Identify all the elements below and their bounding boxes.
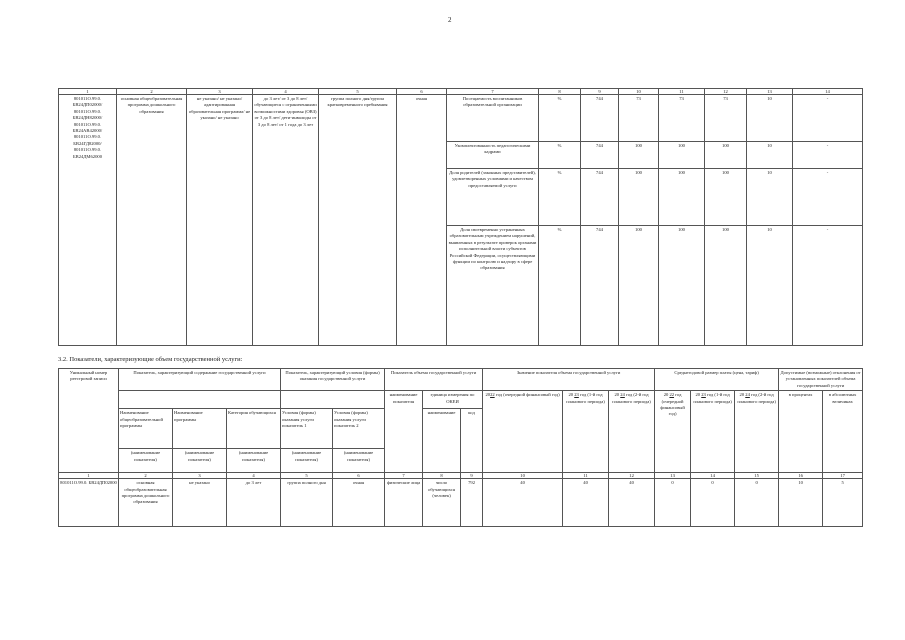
deviation-pct-cell: 10 [747, 95, 793, 142]
value-cell: 100 [619, 142, 659, 169]
header-fee-year-1: 20 22 год (очередной финансовый год) [655, 391, 691, 473]
table-cell: 801011О.99.0. БВ24ДП02000 [59, 479, 119, 527]
column-number: 10 [619, 89, 659, 95]
category-cell: не указано/ не указано/ адаптированная образовательная программа/ не указано/ не указано [187, 95, 253, 346]
value-cell: 100 [705, 142, 747, 169]
table-cell: 40 [609, 479, 655, 527]
registry-code: БВ24АВ42000/ [72, 128, 103, 134]
value-cell: 100 [705, 169, 747, 226]
table-cell: число обучающихся (человек) [423, 479, 461, 527]
column-number: 9 [461, 473, 483, 479]
value-cell: 100 [659, 226, 705, 346]
registry-code: 801011О.99.0. [73, 121, 102, 127]
header-code: код [461, 409, 483, 473]
okei-cell: 744 [581, 95, 619, 142]
value-cell: 100 [619, 169, 659, 226]
deviation-pct-cell: 10 [747, 142, 793, 169]
column-number: 3 [187, 89, 253, 95]
registry-code: 801011О.99.0. [73, 147, 102, 153]
table-cell: 0 [655, 479, 691, 527]
deviation-abs-cell: - [793, 142, 863, 169]
registry-codes-cell [59, 95, 117, 346]
value-cell: 73 [619, 95, 659, 142]
header-volume: Показатель объема государственной услуги [385, 369, 483, 391]
ind-name-2: (наименование показателя) [173, 449, 227, 473]
program-cell: основная общеобразовательная программа дошкольного образования [117, 95, 187, 346]
deviation-abs-cell: - [793, 169, 863, 226]
column-number: 10 [483, 473, 563, 479]
table-cell: 10 [779, 479, 823, 527]
column-number: 6 [397, 89, 447, 95]
quality-indicators-table [58, 88, 863, 346]
table-cell: не указано [173, 479, 227, 527]
table-cell: 0 [691, 479, 735, 527]
unit-cell: % [539, 142, 581, 169]
header-year-1: 2022 год (очередной финансовый год) [483, 391, 563, 473]
registry-code: БВ24ДП02000/ [72, 102, 103, 108]
value-cell: 73 [659, 95, 705, 142]
column-number: 7 [385, 473, 423, 479]
column-number: 15 [735, 473, 779, 479]
column-number: 11 [563, 473, 609, 479]
value-cell: 100 [659, 169, 705, 226]
header-pct: в процентах [779, 391, 823, 473]
deviation-abs-cell: - [793, 226, 863, 346]
column-number: 13 [747, 89, 793, 95]
column-number: 6 [333, 473, 385, 479]
registry-code: БВ24ГД82000/ [73, 140, 102, 146]
value-cell: 100 [659, 142, 705, 169]
header-c5: Условия (формы) оказания услуги показатель 2 [333, 409, 385, 449]
table-cell: 40 [483, 479, 563, 527]
column-number: 1 [59, 89, 117, 95]
header-c2: Наименование программы [173, 409, 227, 449]
table-cell: 0 [735, 479, 779, 527]
okei-cell: 744 [581, 142, 619, 169]
header-year-3: 20 24 год (2-й год планового периода) [609, 391, 655, 473]
column-number: 2 [117, 89, 187, 95]
ind-name-3: (наименование показателя) [227, 449, 281, 473]
header-unit: единица измерения по ОКЕИ [423, 391, 483, 409]
value-cell: 100 [619, 226, 659, 346]
indicator-cell: Доля родителей (законных представителей), удовлетворенных условиями и качеством предоставляемой услуги [447, 169, 539, 226]
section-title: 3.2. Показатели, характеризующие объем государственной услуги: [58, 356, 243, 363]
column-number: 14 [793, 89, 863, 95]
value-cell: 100 [705, 226, 747, 346]
registry-code: 801011О.99.0. [73, 108, 102, 114]
column-number: 8 [423, 473, 461, 479]
column-number: 7 [447, 89, 539, 95]
deviation-abs-cell: - [793, 95, 863, 142]
column-number: 11 [659, 89, 705, 95]
ind-name-4: (наименование показателя) [281, 449, 333, 473]
indicator-cell: Посещаемость воспитанников образовательной организации [447, 95, 539, 142]
column-number: 16 [779, 473, 823, 479]
table-row [59, 479, 863, 527]
ind-name-1: (наименование показателя) [119, 449, 173, 473]
unit-cell: % [539, 169, 581, 226]
table-cell: группа полного дня [281, 479, 333, 527]
deviation-pct-cell: 10 [747, 226, 793, 346]
header-conditions: Показатель, характеризующий условия (формы) оказания государственной услуги [281, 369, 385, 391]
column-number: 8 [539, 89, 581, 95]
page-number: 2 [448, 16, 452, 24]
header-fee-year-2: 20 23 год (1-й год планового периода) [691, 391, 735, 473]
header-c1: Наименование общеобразовательной программы [119, 409, 173, 449]
ind-name-5: (наименование показателя) [333, 449, 385, 473]
column-number: 1 [59, 473, 119, 479]
header-year-2: 20 23 год (1-й год планового периода) [563, 391, 609, 473]
header-values: Значение показателя объема государственной услуги [483, 369, 655, 391]
header-c4: Условия (формы) оказания услуги показатель 1 [281, 409, 333, 449]
header-unit-name: наименование [423, 409, 461, 473]
column-number: 14 [691, 473, 735, 479]
stay-group-cell: группа полного дня/группа кратковременного пребывания [319, 95, 397, 346]
volume-indicators-table [58, 368, 863, 527]
column-number: 9 [581, 89, 619, 95]
column-number: 12 [609, 473, 655, 479]
header-fee-year-3: 20 24 год (2-й год планового периода) [735, 391, 779, 473]
column-number: 13 [655, 473, 691, 479]
header-registry: Уникальный номер реестровой записи [59, 369, 119, 473]
okei-cell: 744 [581, 226, 619, 346]
table-cell: очная [333, 479, 385, 527]
form-cell: очная [397, 95, 447, 346]
column-number: 4 [253, 89, 319, 95]
column-number: 3 [173, 473, 227, 479]
table-cell: основная общеобразовательная программа дошкольного образования [119, 479, 173, 527]
column-number: 12 [705, 89, 747, 95]
table-cell: 40 [563, 479, 609, 527]
column-number: 5 [281, 473, 333, 479]
header-abs: в абсолютных величинах [823, 391, 863, 473]
header-fee: Среднегодовой размер платы (цена, тариф) [655, 369, 779, 391]
table-cell: физические лица [385, 479, 423, 527]
table-cell: 5 [823, 479, 863, 527]
header-c3: Категория обучающихся [227, 409, 281, 449]
okei-cell: 744 [581, 169, 619, 226]
indicator-cell: Укомплектованность педагогическими кадрами [447, 142, 539, 169]
registry-code: БВ24ДН82000/ [72, 115, 103, 121]
header-content: Показатель, характеризующий содержание государственной услуги [119, 369, 281, 391]
deviation-pct-cell: 10 [747, 169, 793, 226]
table-cell: до 3 лет [227, 479, 281, 527]
unit-cell: % [539, 226, 581, 346]
unit-cell: % [539, 95, 581, 142]
age-cell: до 3 лет/ от 3 до 8 лет/ обучающиеся с ограниченными возможностями здоровья (ОВЗ) от 3 до 8 лет/ дети-инвалиды от 3 до 8 лет/ от 1 года до 3 лет [253, 95, 319, 346]
registry-code: БВ24ДМ62000 [73, 153, 102, 159]
column-number: 4 [227, 473, 281, 479]
header-indicator-name: наименование показателя [385, 391, 423, 473]
registry-code: 801011О.99.0. [73, 96, 102, 101]
column-number: 17 [823, 473, 863, 479]
indicator-cell: Доля своевременно устраненных образовательным учреждением нарушений, выявленных в результате проверок органами исполнительной власти субъектов Российской Федерации, осуществляющими функции по контролю и надзору в сфере образования [447, 226, 539, 346]
column-number: 2 [119, 473, 173, 479]
registry-code: 801011О.99.0. [73, 134, 102, 140]
column-number: 5 [319, 89, 397, 95]
value-cell: 73 [705, 95, 747, 142]
table-cell: 792 [461, 479, 483, 527]
header-deviation: Допустимые (возможные) отклонения от установленных показателей объема государственной услуги [779, 369, 863, 391]
